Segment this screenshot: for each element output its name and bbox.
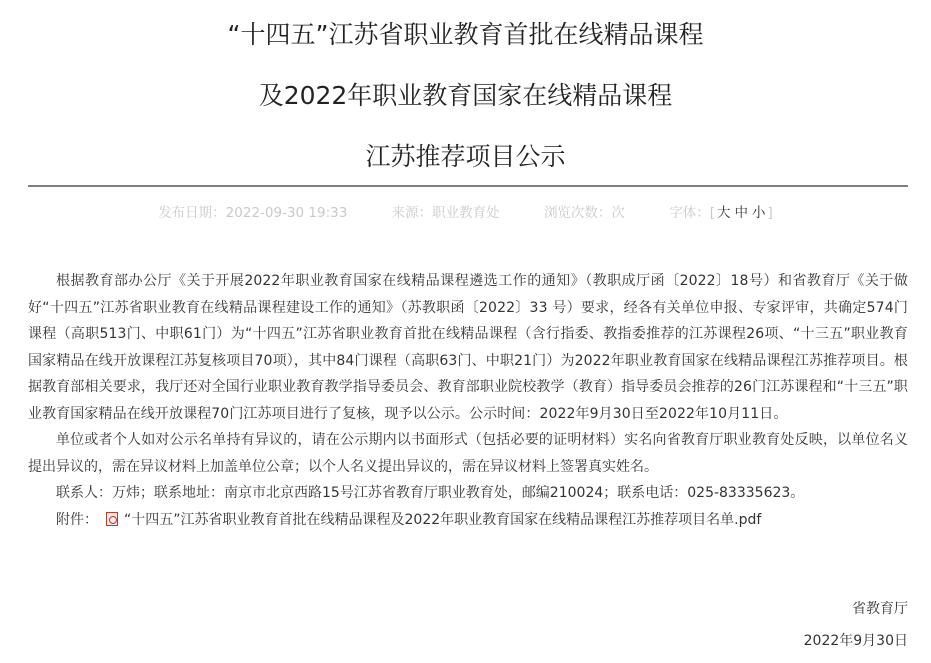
- font-large-button[interactable]: 大: [717, 205, 731, 221]
- paragraph-contact: 联系人：万炜；联系地址：南京市北京西路15号江苏省教育厅职业教育处，邮编210024；联系电话：025-83335623。: [56, 485, 805, 501]
- view-count: 浏览次数：次: [543, 205, 625, 221]
- attachment-line: [28, 507, 908, 534]
- signature-date: 2022年9月30日: [803, 633, 908, 649]
- font-small-button[interactable]: 小: [752, 205, 766, 221]
- article-meta: [0, 203, 931, 223]
- title-line-1: “十四五”江苏省职业教育首批在线精品课程: [227, 20, 704, 49]
- pdf-file-icon: [106, 512, 118, 526]
- source: 来源：职业教育处: [391, 205, 500, 221]
- font-medium-button[interactable]: 中: [734, 205, 749, 221]
- title-divider: [28, 185, 908, 187]
- attachment-link[interactable]: “十四五”江苏省职业教育首批在线精品课程及2022年职业教育国家在线精品课程江苏推荐项目名单.pdf: [124, 511, 762, 528]
- paragraph-announcement: 根据教育部办公厅《关于开展2022年职业教育国家在线精品课程遴选工作的通知》（教职成厅函〔2022〕18号）和省教育厅《关于做好“十四五”江苏省职业教育在线精品课程建设工作的通知》（苏教职函〔2022〕33 号）要求，经各有关单位申报、专家评审，共确定574门课程（高职513门、中职61门）为“十四五”江苏省职业教育首批在线精品课程（含行指委、教指委推荐的江苏课程26项、“十三五”职业教育国家精品在线开放课程江苏复核项目70项），其中84门课程（高职63门、中职21门）为2022年职业教育国家在线精品课程江苏推荐项目。根据教育部相关要求，我厅还对全国行业职业教育教学指导委员会、教育部职业院校教学（教育）指导委员会推荐的26门江苏课程和“十三五”职业教育国家精品在线开放课程70门江苏项目进行了复核，现予以公示。公示时间：2022年9月30日至2022年10月11日。: [28, 273, 908, 422]
- font-size-bracket: ]: [767, 205, 773, 221]
- publish-date: 发布日期：2022-09-30 19:33: [158, 205, 348, 221]
- article-body: [28, 268, 908, 533]
- attachment-label: 附件：: [56, 511, 98, 528]
- signature-org: 省教育厅: [852, 601, 908, 617]
- font-size-control: [669, 205, 773, 221]
- title-line-2: 及2022年职业教育国家在线精品课程: [258, 81, 673, 110]
- paragraph-objection: 单位或者个人如对公示名单持有异议的，请在公示期内以书面形式（包括必要的证明材料）实名向省教育厅职业教育处反映，以单位名义提出异议的，需在异议材料上加盖单位公章；以个人名义提出异议的，需在异议材料上签署真实姓名。: [28, 432, 908, 475]
- title-line-3: 江苏推荐项目公示: [365, 142, 566, 171]
- font-size-label: 字体：[: [669, 205, 716, 221]
